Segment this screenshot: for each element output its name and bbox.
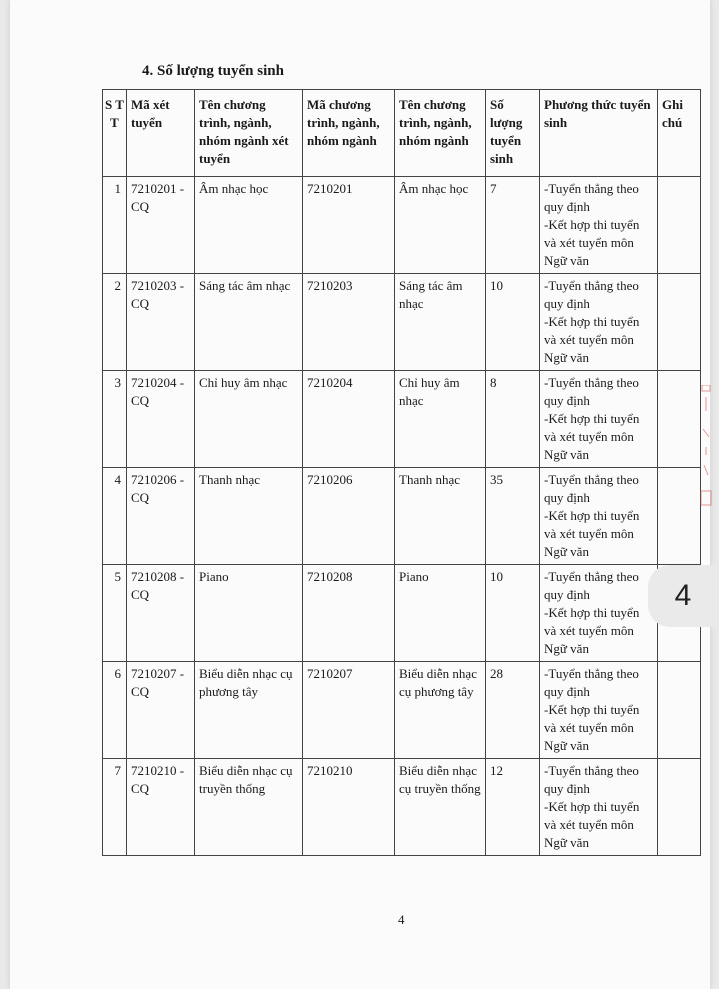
cell-ma-chuong-trinh: 7210201 (303, 177, 395, 274)
cell-stt: 3 (103, 371, 127, 468)
cell-ten-xet-tuyen: Sáng tác âm nhạc (195, 274, 303, 371)
phuong-thuc-item: -Tuyển thẳng theo quy định (544, 375, 639, 408)
phuong-thuc-item: -Tuyển thẳng theo quy định (544, 666, 639, 699)
cell-ten-xet-tuyen: Piano (195, 565, 303, 662)
cell-ten-chuong-trinh: Sáng tác âm nhạc (395, 274, 486, 371)
header-so-luong: Số lượng tuyển sinh (486, 90, 540, 177)
table-row (103, 468, 701, 565)
cell-ten-chuong-trinh: Thanh nhạc (395, 468, 486, 565)
cell-ma-chuong-trinh: 7210207 (303, 662, 395, 759)
cell-stt: 6 (103, 662, 127, 759)
cell-ghi-chu (658, 662, 701, 759)
cell-ma-chuong-trinh: 7210204 (303, 371, 395, 468)
cell-stt: 1 (103, 177, 127, 274)
phuong-thuc-item: -Kết hợp thi tuyển và xét tuyển môn Ngữ văn (544, 605, 640, 656)
cell-stt: 2 (103, 274, 127, 371)
page-number: 4 (398, 912, 405, 927)
cell-phuong-thuc (540, 177, 658, 274)
cell-ten-chuong-trinh: Âm nhạc học (395, 177, 486, 274)
phuong-thuc-item: -Tuyển thẳng theo quy định (544, 472, 639, 505)
cell-ten-xet-tuyen: Biểu diễn nhạc cụ truyền thống (195, 759, 303, 856)
cell-ma-xet-tuyen: 7210201 -CQ (127, 177, 195, 274)
cell-ten-chuong-trinh: Biểu diễn nhạc cụ truyền thống (395, 759, 486, 856)
cell-ma-xet-tuyen: 7210206 -CQ (127, 468, 195, 565)
phuong-thuc-item: -Tuyển thẳng theo quy định (544, 181, 639, 214)
cell-ten-xet-tuyen: Âm nhạc học (195, 177, 303, 274)
cell-ma-chuong-trinh: 7210206 (303, 468, 395, 565)
cell-stt: 7 (103, 759, 127, 856)
table-row (103, 371, 701, 468)
cell-ten-xet-tuyen: Chỉ huy âm nhạc (195, 371, 303, 468)
cell-ten-xet-tuyen: Thanh nhạc (195, 468, 303, 565)
cell-ghi-chu (658, 274, 701, 371)
cell-ghi-chu (658, 177, 701, 274)
cell-ma-xet-tuyen: 7210204 -CQ (127, 371, 195, 468)
cell-phuong-thuc (540, 274, 658, 371)
header-ma-chuong-trinh: Mã chương trình, ngành, nhóm ngành (303, 90, 395, 177)
cell-so-luong: 28 (486, 662, 540, 759)
header-ten-chuong-trinh-xet-tuyen: Tên chương trình, ngành, nhóm ngành xét tuyển (195, 90, 303, 177)
cell-phuong-thuc (540, 759, 658, 856)
header-ghi-chu: Ghi chú (658, 90, 701, 177)
table-row (103, 662, 701, 759)
admissions-table (102, 89, 701, 856)
cell-ghi-chu (658, 371, 701, 468)
cell-ma-xet-tuyen: 7210210 -CQ (127, 759, 195, 856)
phuong-thuc-item: -Tuyển thẳng theo quy định (544, 763, 639, 796)
cell-so-luong: 8 (486, 371, 540, 468)
phuong-thuc-item: -Tuyển thẳng theo quy định (544, 278, 639, 311)
cell-ghi-chu (658, 468, 701, 565)
phuong-thuc-item: -Kết hợp thi tuyển và xét tuyển môn Ngữ văn (544, 217, 640, 268)
page-indicator-badge: 4 (648, 565, 718, 627)
header-ten-chuong-trinh: Tên chương trình, ngành, nhóm ngành (395, 90, 486, 177)
cell-ma-chuong-trinh: 7210210 (303, 759, 395, 856)
phuong-thuc-item: -Tuyển thẳng theo quy định (544, 569, 639, 602)
table-header-row (103, 90, 701, 177)
table-row (103, 565, 701, 662)
cell-ma-xet-tuyen: 7210207 -CQ (127, 662, 195, 759)
document-page (10, 0, 710, 989)
header-ma-xet-tuyen: Mã xét tuyển (127, 90, 195, 177)
table-row (103, 177, 701, 274)
cell-ten-chuong-trinh: Chỉ huy âm nhạc (395, 371, 486, 468)
cell-so-luong: 10 (486, 274, 540, 371)
phuong-thuc-item: -Kết hợp thi tuyển và xét tuyển môn Ngữ văn (544, 702, 640, 753)
header-stt: S T T (103, 90, 127, 177)
red-stamp-mark (700, 385, 712, 515)
header-phuong-thuc: Phương thức tuyển sinh (540, 90, 658, 177)
table-row (103, 759, 701, 856)
cell-stt: 4 (103, 468, 127, 565)
cell-ma-chuong-trinh: 7210208 (303, 565, 395, 662)
phuong-thuc-item: -Kết hợp thi tuyển và xét tuyển môn Ngữ văn (544, 314, 640, 365)
cell-ma-xet-tuyen: 7210203 -CQ (127, 274, 195, 371)
cell-ma-xet-tuyen: 7210208 -CQ (127, 565, 195, 662)
table-body (103, 177, 701, 856)
cell-stt: 5 (103, 565, 127, 662)
cell-so-luong: 35 (486, 468, 540, 565)
cell-phuong-thuc (540, 565, 658, 662)
cell-so-luong: 12 (486, 759, 540, 856)
table-row (103, 274, 701, 371)
cell-phuong-thuc (540, 662, 658, 759)
cell-ma-chuong-trinh: 7210203 (303, 274, 395, 371)
cell-ten-chuong-trinh: Biểu diễn nhạc cụ phương tây (395, 662, 486, 759)
cell-ghi-chu (658, 759, 701, 856)
cell-so-luong: 7 (486, 177, 540, 274)
cell-so-luong: 10 (486, 565, 540, 662)
cell-ten-chuong-trinh: Piano (395, 565, 486, 662)
phuong-thuc-item: -Kết hợp thi tuyển và xét tuyển môn Ngữ văn (544, 411, 640, 462)
cell-phuong-thuc (540, 468, 658, 565)
phuong-thuc-item: -Kết hợp thi tuyển và xét tuyển môn Ngữ văn (544, 799, 640, 850)
phuong-thuc-item: -Kết hợp thi tuyển và xét tuyển môn Ngữ văn (544, 508, 640, 559)
cell-phuong-thuc (540, 371, 658, 468)
cell-ten-xet-tuyen: Biểu diễn nhạc cụ phương tây (195, 662, 303, 759)
section-heading: 4. Số lượng tuyển sinh (142, 63, 284, 79)
